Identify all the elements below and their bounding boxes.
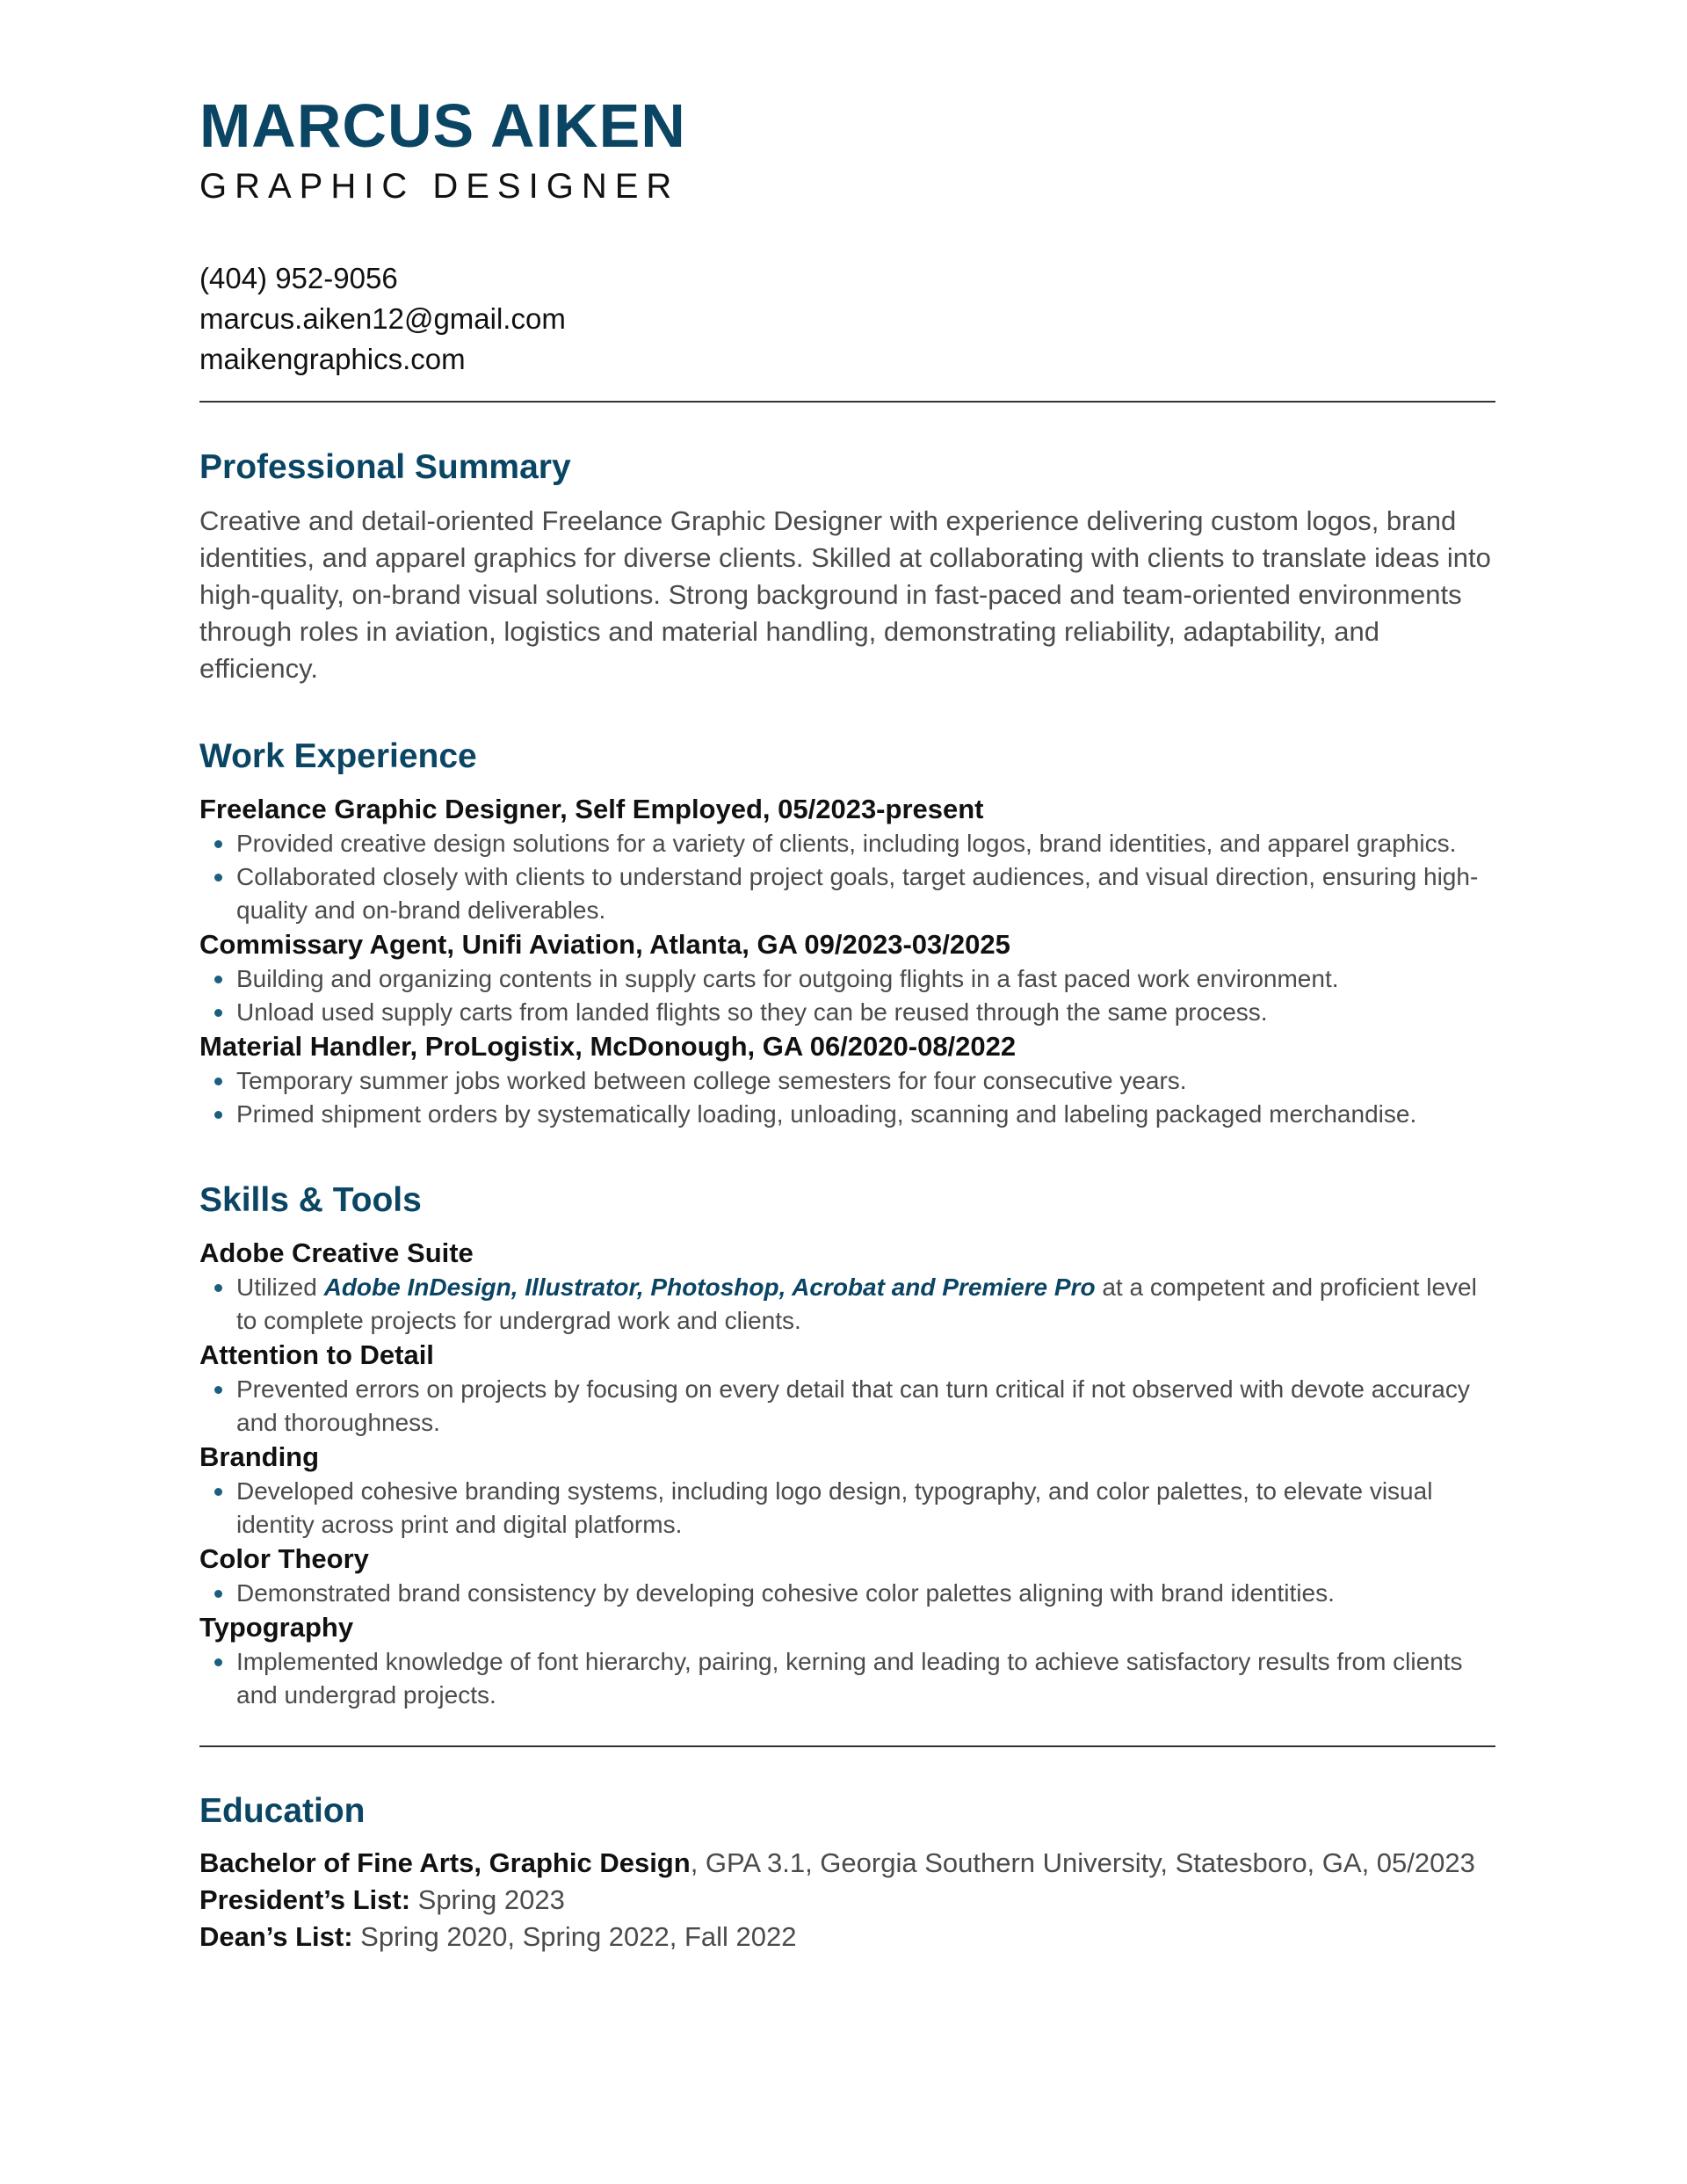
degree-name: Bachelor of Fine Arts, Graphic Design xyxy=(199,1847,691,1878)
website-link: maikengraphics.com xyxy=(199,343,466,375)
job-title: Freelance Graphic Designer, Self Employed, 05/2023-present xyxy=(199,793,984,824)
bullet-text: Demonstrated brand consistency by developing cohesive color palettes aligning with brand identities. xyxy=(236,1578,1335,1607)
degree-line xyxy=(199,1845,1495,1882)
bullet-icon xyxy=(214,1590,222,1598)
job-bullets xyxy=(199,1064,1495,1131)
list-item xyxy=(199,1271,1495,1338)
presidents-list-line xyxy=(199,1882,1495,1919)
skill-title: Adobe Creative Suite xyxy=(199,1237,474,1268)
bullet-text-post: at a competent and proficient level to complete projects for undergrad work and clients. xyxy=(236,1273,1477,1334)
skill-title: Branding xyxy=(199,1440,320,1472)
skill-entry xyxy=(199,1610,1495,1712)
resume-header xyxy=(199,88,1495,380)
bullet-text: Primed shipment orders by systematically loading, unloading, scanning and labeling packaged merchandise. xyxy=(236,1099,1417,1128)
skills-tools-section xyxy=(199,1182,1495,1712)
deans-list-value: Spring 2020, Spring 2022, Fall 2022 xyxy=(352,1920,797,1952)
list-item xyxy=(199,1064,1495,1098)
bullet-text: Temporary summer jobs worked between college semesters for four consecutive years. xyxy=(236,1066,1187,1094)
job-title: Commissary Agent, Unifi Aviation, Atlanta, GA 09/2023-03/2025 xyxy=(199,928,1010,960)
bullet-icon xyxy=(214,1658,222,1666)
degree-detail: , GPA 3.1, Georgia Southern University, Statesboro, GA, 05/2023 xyxy=(690,1847,1475,1878)
list-item xyxy=(199,827,1495,860)
skill-title: Color Theory xyxy=(199,1542,369,1574)
skill-bullets xyxy=(199,1373,1495,1440)
bullet-text: Collaborated closely with clients to understand project goals, target audiences, and visual direction, ensuring high-quality and on-brand deliverables. xyxy=(236,862,1479,924)
list-item xyxy=(199,1098,1495,1131)
contact-info xyxy=(199,258,1495,380)
job-title: Material Handler, ProLogistix, McDonough, GA 06/2020-08/2022 xyxy=(199,1030,1017,1062)
list-item xyxy=(199,1645,1495,1712)
list-item xyxy=(199,996,1495,1029)
bullet-icon xyxy=(214,874,222,882)
candidate-name: MARCUS AIKEN xyxy=(199,91,686,160)
skill-bullets xyxy=(199,1475,1495,1542)
job-entry xyxy=(199,1029,1495,1131)
bullet-text: Implemented knowledge of font hierarchy, pairing, kerning and leading to achieve satisfactory results from clients and undergrad projects. xyxy=(236,1647,1463,1709)
list-item xyxy=(199,860,1495,927)
bullet-icon xyxy=(214,840,222,848)
bullet-text: Prevented errors on projects by focusing on every detail that can turn critical if not observed with devote accuracy and thoroughness. xyxy=(236,1375,1470,1436)
bullet-text-pre: Utilized xyxy=(236,1273,324,1301)
skill-bullets xyxy=(199,1577,1495,1610)
section-heading-summary: Professional Summary xyxy=(199,448,571,486)
section-heading-education: Education xyxy=(199,1791,366,1830)
job-bullets xyxy=(199,827,1495,927)
list-item xyxy=(199,1475,1495,1542)
bullet-text: Building and organizing contents in supply carts for outgoing flights in a fast paced work environment. xyxy=(236,964,1339,992)
job-bullets xyxy=(199,962,1495,1029)
skill-entry xyxy=(199,1542,1495,1610)
job-entry xyxy=(199,927,1495,1029)
education-section xyxy=(199,1793,1495,1955)
bullet-text: Unload used supply carts from landed flights so they can be reused through the same process. xyxy=(236,998,1268,1026)
bullet-text: Developed cohesive branding systems, including logo design, typography, and color palettes, to elevate visual identity across print and digital platforms. xyxy=(236,1477,1433,1538)
presidents-list-label: President’s List: xyxy=(199,1883,411,1915)
professional-summary-section xyxy=(199,449,1495,687)
section-heading-work: Work Experience xyxy=(199,736,477,775)
section-divider xyxy=(199,401,1495,403)
list-item xyxy=(199,962,1495,996)
presidents-list-value: Spring 2023 xyxy=(410,1883,565,1915)
skill-entry xyxy=(199,1236,1495,1338)
bullet-icon xyxy=(214,1111,222,1119)
list-item xyxy=(199,1373,1495,1440)
section-heading-skills: Skills & Tools xyxy=(199,1180,422,1219)
candidate-title: GRAPHIC DESIGNER xyxy=(199,167,680,206)
skill-entry xyxy=(199,1440,1495,1542)
skill-bullets xyxy=(199,1645,1495,1712)
email-address: marcus.aiken12@gmail.com xyxy=(199,302,566,335)
software-list-highlight: Adobe InDesign, Illustrator, Photoshop, Acrobat and Premiere Pro xyxy=(323,1273,1096,1301)
deans-list-line xyxy=(199,1919,1495,1955)
resume-content xyxy=(199,88,1495,1955)
list-item xyxy=(199,1577,1495,1610)
bullet-text: Provided creative design solutions for a variety of clients, including logos, brand identities, and apparel graphics. xyxy=(236,829,1457,857)
section-divider xyxy=(199,1745,1495,1747)
bullet-icon xyxy=(214,1386,222,1394)
work-experience-section xyxy=(199,738,1495,1131)
skill-title: Typography xyxy=(199,1611,354,1643)
phone-number: (404) 952-9056 xyxy=(199,262,398,294)
bullet-icon xyxy=(214,1009,222,1017)
bullet-icon xyxy=(214,976,222,983)
summary-text: Creative and detail-oriented Freelance Graphic Designer with experience delivering custom logos, brand identities, and apparel graphics for diverse clients. Skilled at collaborating with clients to translate ideas into high-quality, on-brand visual solutions. Strong background in fast-paced and team-oriented environments through roles in aviation, logistics and material handling, demonstrating reliability, adaptability, and efficiency. xyxy=(199,504,1491,684)
deans-list-label: Dean’s List: xyxy=(199,1920,353,1952)
bullet-icon xyxy=(214,1077,222,1085)
bullet-icon xyxy=(214,1284,222,1292)
job-entry xyxy=(199,792,1495,927)
skill-bullets xyxy=(199,1271,1495,1338)
skill-entry xyxy=(199,1338,1495,1440)
bullet-icon xyxy=(214,1488,222,1496)
skill-title: Attention to Detail xyxy=(199,1339,434,1370)
